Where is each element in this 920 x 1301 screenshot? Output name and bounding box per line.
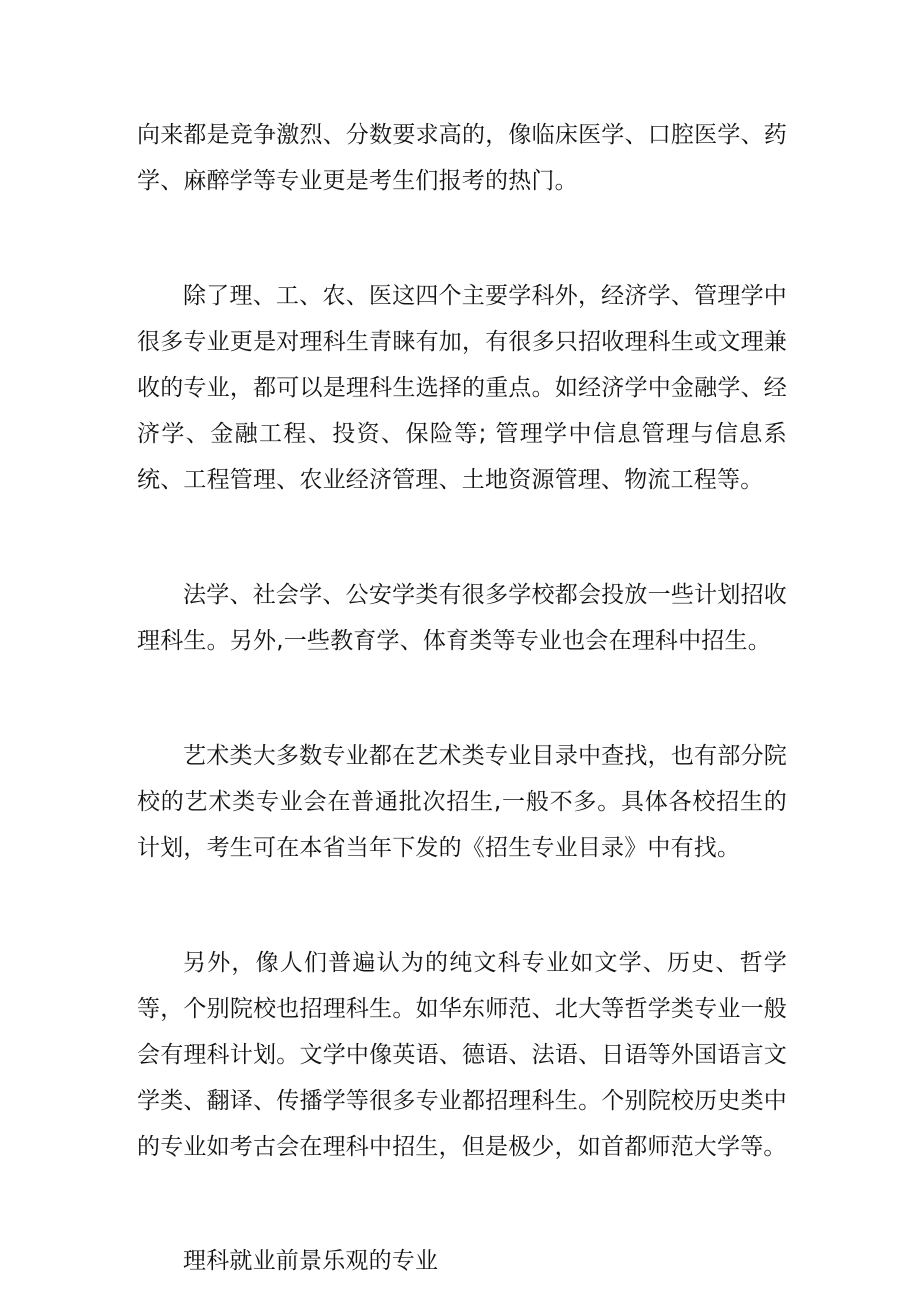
- section-heading: 理科就业前景乐观的专业: [183, 1248, 439, 1274]
- paragraph-gap: [137, 1170, 787, 1238]
- paragraph-gap: [137, 204, 787, 273]
- paragraph-gap: [137, 871, 787, 940]
- paragraph-gap: [137, 664, 787, 733]
- paragraph-3: 法学、社会学、公安学类有很多学校都会投放一些计划招收理科生。另外,一些教育学、体育类等专业也会在理科中招生。: [137, 582, 787, 654]
- paragraph-2: 除了理、工、农、医这四个主要学科外，经济学、管理学中很多专业更是对理科生青睐有加，有很多只招收理科生或文理兼收的专业，都可以是理科生选择的重点。如经济学中金融学、经济学、金融工程、投资、保险等; 管理学中信息管理与信息系统、工程管理、农业经济管理、土地资源管理、物流工程等。: [137, 283, 787, 493]
- paragraph-5: 另外，像人们普遍认为的纯文科专业如文学、历史、哲学等，个别院校也招理科生。如华东师范、北大等哲学类专业一般会有理科计划。文学中像英语、德语、法语、日语等外国语言文学类、翻译、传播学等很多专业都招理科生。个别院校历史类中的专业如考古会在理科中招生，但是极少，如首都师范大学等。: [137, 950, 787, 1160]
- paragraph-1: 向来都是竞争激烈、分数要求高的，像临床医学、口腔医学、药学、麻醉学等专业更是考生们报考的热门。: [137, 122, 787, 194]
- paragraph-4: 艺术类大多数专业都在艺术类专业目录中查找，也有部分院校的艺术类专业会在普通批次招生,一般不多。具体各校招生的计划，考生可在本省当年下发的《招生专业目录》中有找。: [137, 743, 787, 861]
- paragraph-gap: [137, 503, 787, 572]
- document-page: [137, 112, 787, 1284]
